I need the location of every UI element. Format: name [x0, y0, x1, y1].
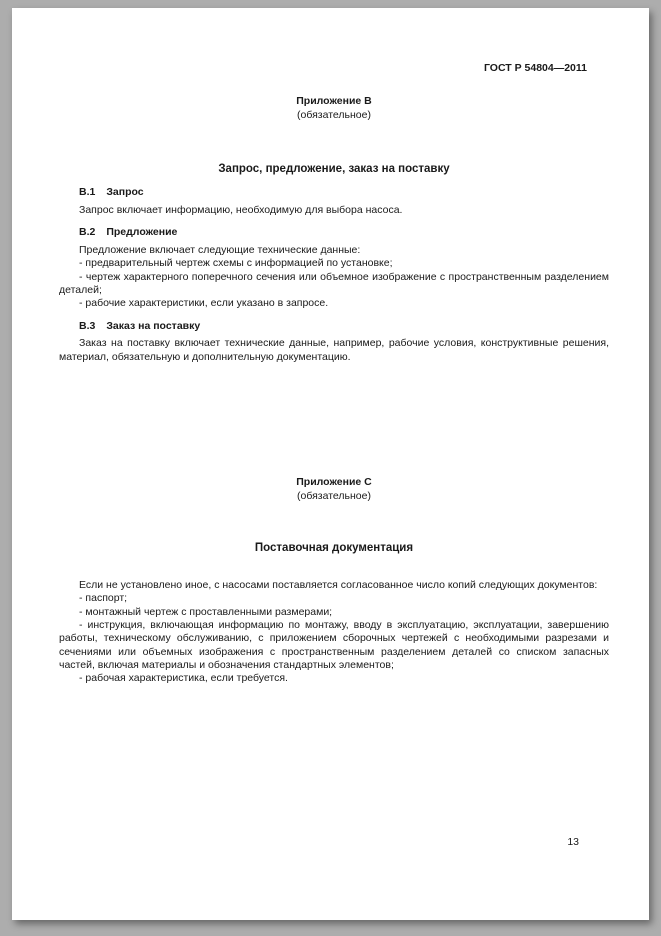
- section-b3-head: [59, 320, 609, 334]
- list-item: - паспорт;: [79, 592, 128, 605]
- section-b1-title: Запрос: [106, 186, 144, 199]
- page-number: 13: [567, 836, 579, 848]
- annex-c-heading: Поставочная документация: [254, 542, 414, 555]
- list-item: - рабочая характеристика, если требуется.: [79, 672, 288, 685]
- section-b1-number: В.1: [79, 186, 96, 199]
- list-item: - инструкция, включающая информацию по монтажу, вводу в эксплуатацию, эксплуатации, завершению работы, техническому обслуживанию, с приложением сборочных чертежей с необходимыми разрезами и сечениями или объемных изображения с пространственным разделением деталей со списком запасных частей, включая материалы и обозначения стандартных элементов;: [59, 619, 609, 672]
- section-b3-paragraph: Заказ на поставку включает технические данные, например, рабочие условия, конструктивные решения, материал, обязательную и дополнительную документацию.: [59, 337, 609, 363]
- section-b1-head: [59, 186, 609, 200]
- annex-c-intro: Если не установлено иное, с насосами поставляется согласованное число копий следующих документов:: [79, 579, 598, 592]
- list-item: - рабочие характеристики, если указано в запросе.: [79, 297, 329, 310]
- list-item: - предварительный чертеж схемы с информацией по установке;: [79, 257, 393, 270]
- annex-b: [59, 95, 609, 364]
- section-b3-number: В.3: [79, 319, 96, 332]
- annex-b-heading: Запрос, предложение, заказ на поставку: [218, 163, 450, 176]
- list-item: - чертеж характерного поперечного сечения или объемное изображение с пространственным разделением деталей;: [59, 270, 609, 296]
- standard-reference: ГОСТ Р 54804—2011: [483, 62, 587, 74]
- section-b3-title: Заказ на поставку: [106, 319, 201, 332]
- annex-c-kind: (обязательное): [297, 489, 371, 502]
- section-b2-head: [59, 226, 609, 240]
- document-page: [12, 8, 649, 920]
- section-b2-number: В.2: [79, 226, 96, 239]
- annex-c: [59, 476, 609, 686]
- list-item: - монтажный чертеж с проставленными размерами;: [79, 605, 333, 618]
- section-b2-title: Предложение: [106, 226, 178, 239]
- section-b2-intro: Предложение включает следующие технические данные:: [79, 243, 361, 256]
- annex-c-label: Приложение С: [296, 475, 372, 488]
- annex-b-label: Приложение В: [296, 95, 372, 108]
- section-b1-paragraph: Запрос включает информацию, необходимую для выбора насоса.: [79, 203, 403, 216]
- annex-b-kind: (обязательное): [297, 108, 371, 121]
